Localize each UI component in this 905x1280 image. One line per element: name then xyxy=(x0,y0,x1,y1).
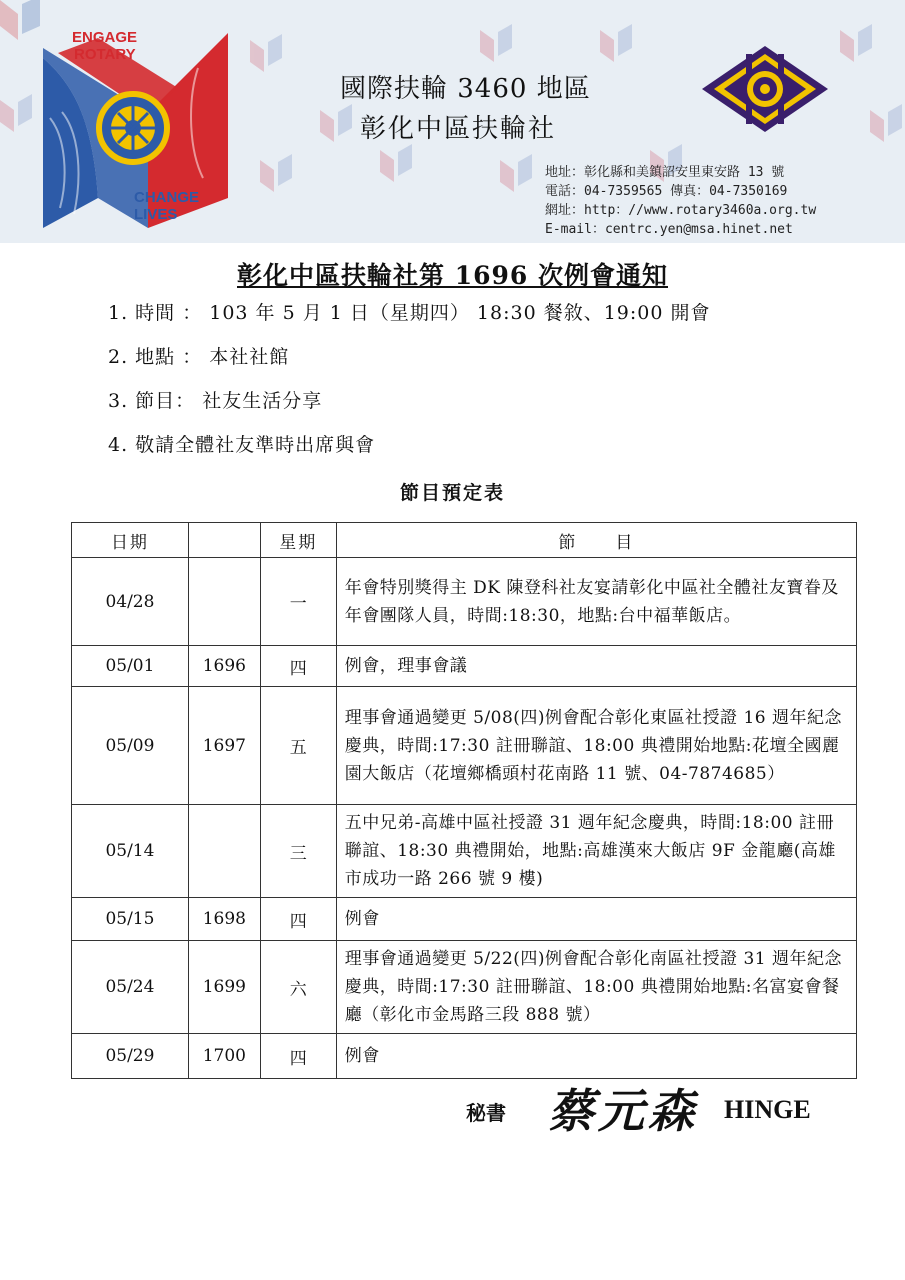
cell-weekday: 四 xyxy=(260,898,336,941)
letterhead xyxy=(0,0,905,243)
cell-program: 理事會通過變更 5/08(四)例會配合彰化東區社授證 16 週年紀念慶典，時間:17:30 註冊聯誼、18:00 典禮開始地點:花壇全國麗園大飯店（花壇鄉橋頭村花南路 11 號、04-7874685） xyxy=(336,687,856,805)
cell-date: 05/24 xyxy=(72,941,189,1034)
logo-text-lives: LIVES xyxy=(134,206,178,223)
cell-session: 1697 xyxy=(188,687,260,805)
table-row xyxy=(72,646,857,687)
header-date: 日期 xyxy=(72,523,189,558)
signature-role: 秘書 xyxy=(466,1101,506,1125)
notice-title: 彰化中區扶輪社第 1696 次例會通知 xyxy=(237,261,668,290)
notice-item-program: 3. 節目： 社友生活分享 xyxy=(108,390,323,412)
cell-program: 理事會通過變更 5/22(四)例會配合彰化南區社授證 31 週年紀念慶典，時間:17:30 註冊聯誼、18:00 典禮開始地點:名富宴會餐廳（彰化市金馬路三段 888 號） xyxy=(336,941,856,1034)
cell-weekday: 五 xyxy=(260,687,336,805)
cell-weekday: 四 xyxy=(260,646,336,687)
cell-session: 1699 xyxy=(188,941,260,1034)
header-session xyxy=(188,523,260,558)
schedule-title: 節目預定表 xyxy=(399,482,505,504)
cell-date: 05/14 xyxy=(72,805,189,898)
contact-info xyxy=(545,163,816,239)
table-row xyxy=(72,941,857,1034)
table-row xyxy=(72,687,857,805)
cell-session xyxy=(188,805,260,898)
cell-date: 05/29 xyxy=(72,1034,189,1079)
cell-session: 1700 xyxy=(188,1034,260,1079)
table-row xyxy=(72,805,857,898)
logo-text-change: CHANGE xyxy=(134,189,200,206)
club-emblem-icon xyxy=(700,44,830,134)
cell-session xyxy=(188,558,260,646)
cell-program: 例會 xyxy=(336,1034,856,1079)
cell-date: 05/01 xyxy=(72,646,189,687)
header-program: 節 目 xyxy=(336,523,856,558)
contact-phone: 電話：04-7359565 傳真：04-7350169 xyxy=(545,184,788,199)
notice-item-attendance: 4. 敬請全體社友準時出席與會 xyxy=(108,434,376,456)
cell-date: 05/09 xyxy=(72,687,189,805)
header-weekday: 星期 xyxy=(260,523,336,558)
contact-address: 地址：彰化縣和美鎮詔安里東安路 13 號 xyxy=(545,165,785,180)
cell-weekday: 一 xyxy=(260,558,336,646)
cell-weekday: 四 xyxy=(260,1034,336,1079)
contact-email[interactable]: E-mail：centrc.yen@msa.hinet.net xyxy=(545,222,793,237)
table-row xyxy=(72,898,857,941)
contact-website[interactable]: 網址：http：//www.rotary3460a.org.tw xyxy=(545,203,817,218)
club-name: 彰化中區扶輪社 xyxy=(360,114,557,144)
district-name: 國際扶輪 3460 地區 xyxy=(340,74,591,104)
cell-weekday: 三 xyxy=(260,805,336,898)
engage-rotary-logo xyxy=(38,28,233,228)
cell-session: 1696 xyxy=(188,646,260,687)
cell-program: 例會 xyxy=(336,898,856,941)
table-row xyxy=(72,558,857,646)
table-header-row xyxy=(72,523,857,558)
logo-text-engage: ENGAGE xyxy=(72,29,138,46)
schedule-table xyxy=(71,522,857,1079)
notice-item-time: 1. 時間 ： 103 年 5 月 1 日（星期四） 18:30 餐敘、19:00 開會 xyxy=(108,302,711,324)
cell-session: 1698 xyxy=(188,898,260,941)
cell-program: 例會，理事會議 xyxy=(336,646,856,687)
cell-date: 04/28 xyxy=(72,558,189,646)
cell-weekday: 六 xyxy=(260,941,336,1034)
cell-program: 年會特別獎得主 DK 陳登科社友宴請彰化中區社全體社友寶眷及年會團隊人員，時間:18:30，地點:台中福華飯店。 xyxy=(336,558,856,646)
notice-items xyxy=(108,298,711,474)
logo-text-rotary: ROTARY xyxy=(74,46,136,63)
cell-date: 05/15 xyxy=(72,898,189,941)
table-row xyxy=(72,1034,857,1079)
signature-english: HINGE xyxy=(724,1095,811,1124)
signature-name: 蔡元森 xyxy=(548,1084,698,1138)
cell-program: 五中兄弟-高雄中區社授證 31 週年紀念慶典，時間:18:00 註冊聯誼、18:30 典禮開始，地點:高雄漢來大飯店 9F 金龍廳(高雄市成功一路 266 號 9 樓) xyxy=(336,805,856,898)
notice-item-location: 2. 地點 ： 本社社館 xyxy=(108,346,290,368)
